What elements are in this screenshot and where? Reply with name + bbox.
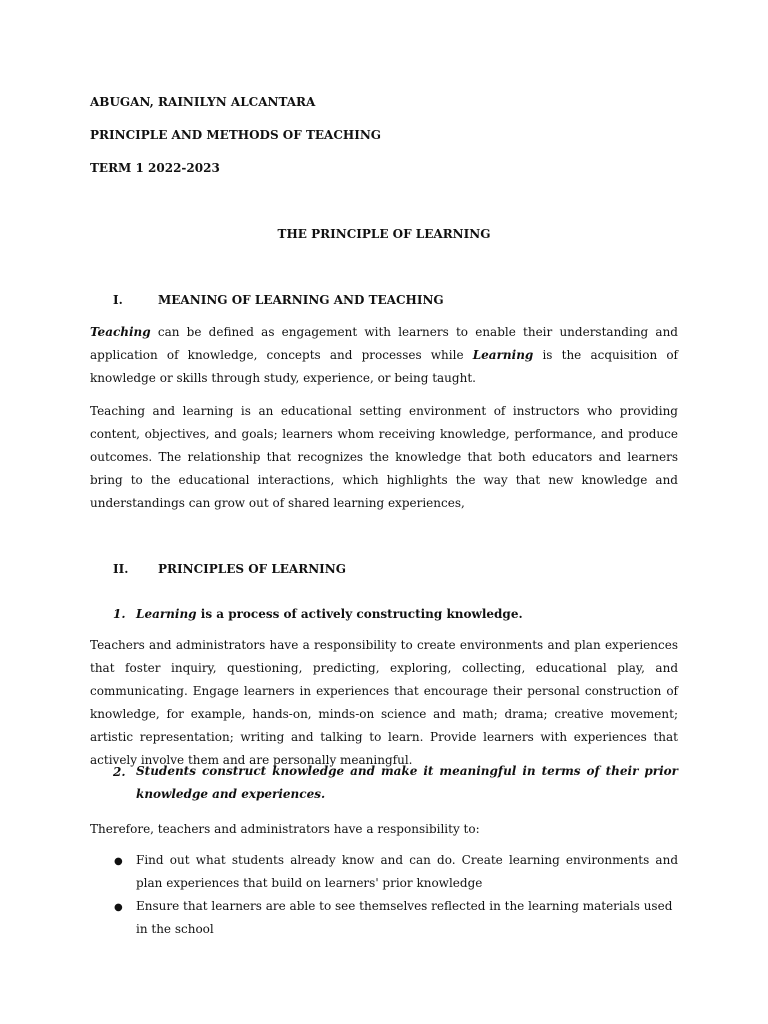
author-name: ABUGAN, RAINILYN ALCANTARA [90, 95, 316, 109]
teaching-term: Teaching [90, 325, 151, 339]
course-title: PRINCIPLE AND METHODS OF TEACHING [90, 128, 382, 142]
term-label: TERM 1 2022-2023 [90, 161, 220, 175]
bullet-marker: ● [114, 902, 123, 913]
principle-1-paragraph: Teachers and administrators have a responsibility to create environments and plan experiences that foster inquiry, questioning, predicting, exploring, collecting, educational play, and communicating. Engage learners in experiences that encourage their personal construction of knowledge, for example, hands-on, minds-on science and math; drama; creative movement; artistic representation; writing and talking to learn. Provide learners with experiences that actively involve them and are personally meaningful. [90, 638, 678, 767]
principle-1-heading [136, 607, 523, 621]
section-2-heading: PRINCIPLES OF LEARNING [158, 562, 347, 576]
learning-term: Learning [472, 348, 534, 362]
bullet-marker: ● [114, 856, 123, 867]
principle-1-number: 1. [113, 607, 126, 621]
section-1-paragraph-2: Teaching and learning is an educational setting environment of instructors who providing content, objectives, and goals; learners whom receiving knowledge, performance, and produce outcomes. The relationship that recognizes the knowledge that both educators and learners bring to the educational interactions, which highlights the way that new knowledge and understandings can grow out of shared learning experiences, [90, 404, 678, 510]
principle-1-term: Learning [136, 607, 197, 621]
paragraph-1-text-b: is the acquisition of knowledge or skills through study, experience, or being taught. [90, 348, 678, 385]
section-1-paragraph-1 [90, 321, 678, 390]
section-2-numeral: II. [113, 562, 129, 576]
principle-2-number: 2. [113, 765, 126, 779]
principle-1-rest: is a process of actively constructing knowledge. [196, 607, 523, 621]
document-title: THE PRINCIPLE OF LEARNING [277, 227, 491, 241]
paragraph-1-text-a: can be defined as engagement with learners to enable their understanding and application of knowledge, concepts and processes while [90, 325, 678, 362]
bullet-item-2: Ensure that learners are able to see themselves reflected in the learning materials used in the school [136, 899, 673, 936]
bullet-item-1: Find out what students already know and can do. Create learning environments and plan experiences that build on learners' prior knowledge [136, 853, 678, 890]
section-1-numeral: I. [113, 293, 123, 307]
principle-2-intro: Therefore, teachers and administrators have a responsibility to: [90, 822, 480, 836]
principle-2-heading: Students construct knowledge and make it meaningful in terms of their prior knowledge and experiences. [136, 764, 678, 801]
section-1-heading: MEANING OF LEARNING AND TEACHING [158, 293, 444, 307]
